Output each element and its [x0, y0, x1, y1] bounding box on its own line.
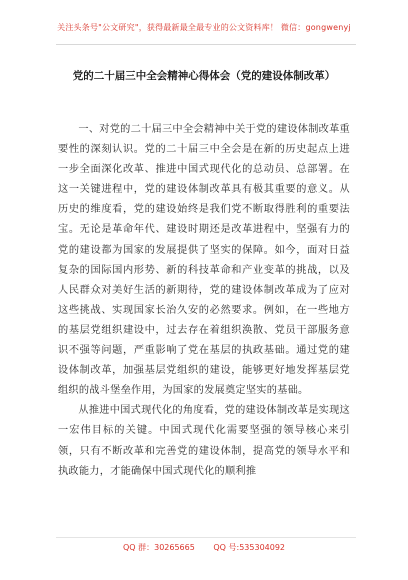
document-title: 党的二十届三中全会精神心得体会（党的建设体制改革） [72, 70, 336, 82]
qq-number: QQ 号:535304092 [213, 543, 286, 552]
footer [0, 542, 408, 553]
header-divider [56, 44, 356, 45]
paragraph: 从推进中国式现代化的角度看，党的建设体制改革是实现这一宏伟目标的关键。中国式现代化需要坚强的领导核心来引领，只有不断改革和完善党的建设体制，提高党的领导水平和执政能力，才能确保中国式现代化的顺利推 [58, 405, 350, 477]
header-notice: 关注头条号"公文研究"，获得最新最全最专业的公文资料库！ 微信：gongwenyj [57, 23, 351, 32]
qq-group-number: QQ 群：30265665 [122, 543, 195, 552]
document-body [58, 120, 350, 482]
footer-divider [56, 537, 356, 538]
paragraph: 一、对党的二十届三中全会精神中关于党的建设体制改革重要性的深刻认识。党的二十届三中全会是在新的历史起点上进一步全面深化改革、推进中国式现代化的总动员、总部署。在这一关键进程中，党的建设体制改革具有极其重要的意义。从历史的维度看，党的建设始终是我们党不断取得胜利的重要法宝。无论是革命年代、建设时期还是改革进程中，坚强有力的党的建设都为国家的发展提供了坚实的保障。如今，面对日益复杂的国际国内形势、新的科技革命和产业变革的挑战，以及人民群众对美好生活的新期待，党的建设体制改革成为了应对这些挑战、实现国家长治久安的必然要求。例如，在一些地方的基层党组织建设中，过去存在着组织涣散、党员干部服务意识不强等问题，严重影响了党在基层的执政基础。通过党的建设体制改革，加强基层党组织的建设，能够更好地发挥基层党组织的战斗堡垒作用，为国家的发展奠定坚实的基础。 [58, 124, 350, 397]
